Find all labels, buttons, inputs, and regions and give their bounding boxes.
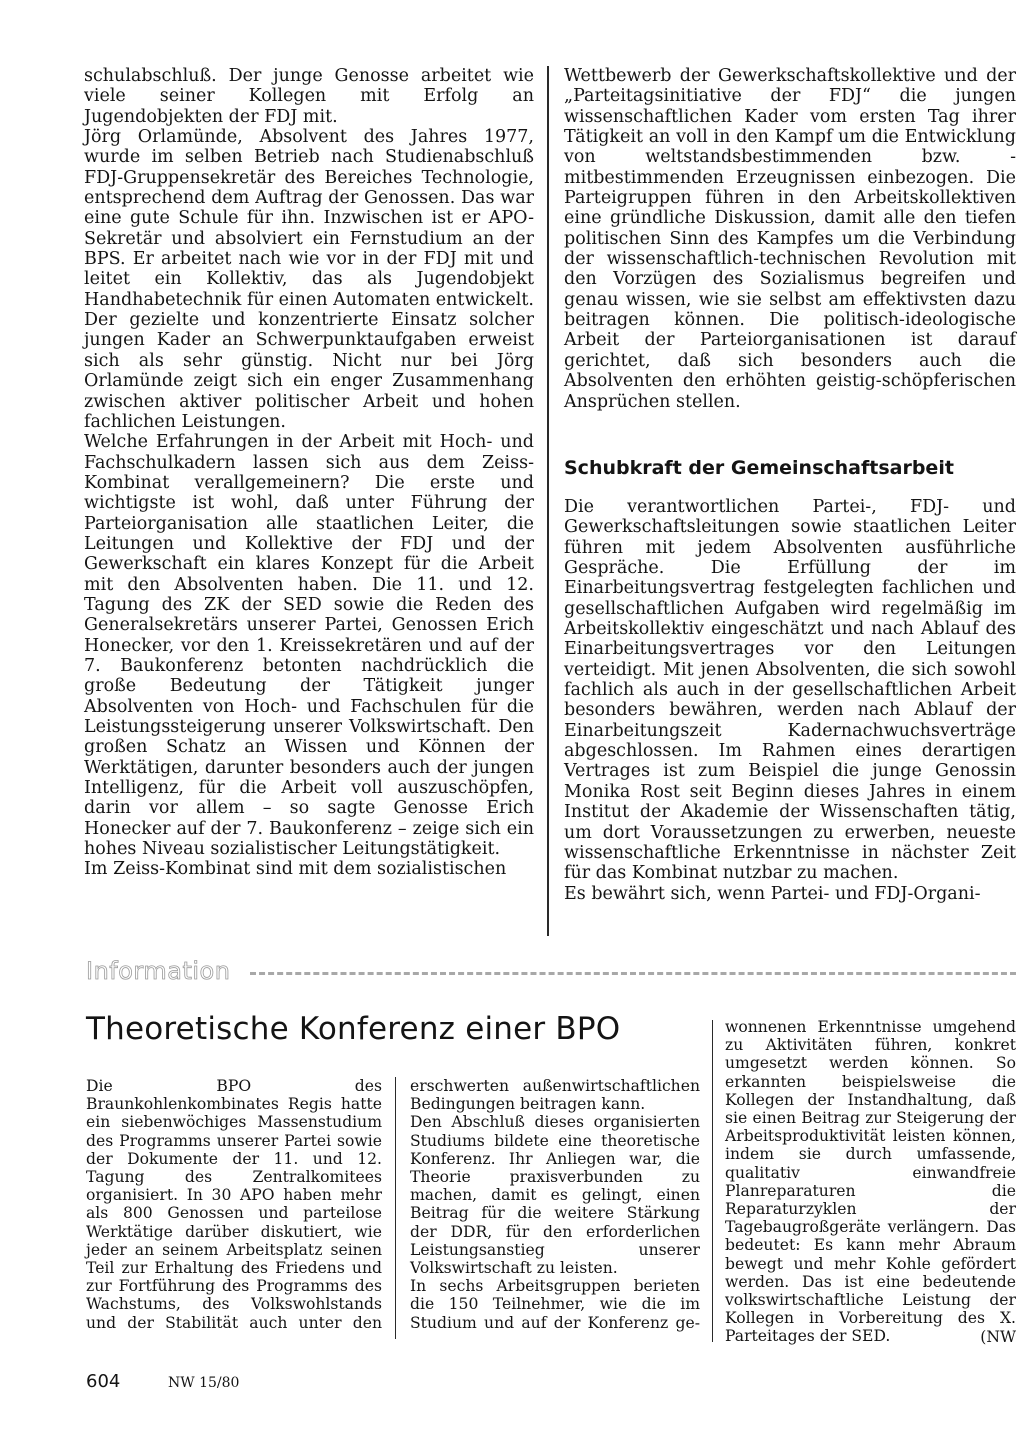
paragraph: schulabschluß. Der junge Genosse arbeitet wie viele seiner Kollegen mit Erfolg an Jugendobjekten der FDJ mit. [84, 66, 534, 127]
info-column-1 [86, 1077, 382, 1332]
column-divider [712, 1020, 713, 1342]
info-column-3 [725, 1018, 1016, 1346]
article-column-right-continued [564, 497, 1016, 904]
paragraph: Den Abschluß dieses organisierten Studiums bildete eine theoretische Konferenz. Ihr Anliegen war, die Theorie praxisverbunden zu machen, damit es gelingt, einen Beitrag für die weitere Stärkung der DDR, für den erforderlichen Leistungsanstieg unserer Volkswirtschaft zu leisten. [410, 1113, 700, 1278]
paragraph: Die BPO des Braunkohlenkombinates Regis hatte ein siebenwöchiges Massenstudium des Programms unserer Partei sowie der Dokumente der 11. und 12. Tagung des Zentralkomitees organisiert. In 30 APO haben mehr als 800 Genossen und parteilose Werktätige darüber diskutiert, wie jeder an seinem Arbeitsplatz seinen Teil zur Erhaltung des Friedens und zur Fortführung des Programms des Wachstums, des Volkswohlstands und der Stabilität auch unter den [86, 1077, 382, 1332]
info-column-2 [410, 1077, 700, 1332]
paragraph: Welche Erfahrungen in der Arbeit mit Hoch- und Fachschulkadern lassen sich aus dem Zeiss-Kombinat verallgemeinern? Die erste und wichtigste ist wohl, daß unter Führung der Parteiorganisation alle staatlichen Leiter, die Leitungen und Kollektive der FDJ und der Gewerkschaft ein klares Konzept für die Arbeit mit den Absolventen haben. Die 11. und 12. Tagung des ZK der SED sowie die Reden des Generalsekretärs unserer Partei, Genossen Erich Honecker, vor den 1. Kreissekretären und auf der 7. Baukonferenz betonten nachdrücklich die große Bedeutung der Tätigkeit junger Absolventen von Hoch- und Fachschulen für die Leistungssteigerung unserer Volkswirtschaft. Den großen Schatz an Wissen und Können der Werktätigen, darunter besonders auch der jungen Intelligenz, für die Arbeit voll auszuschöpfen, darin vor allem – so sagte Genosse Erich Honecker auf der 7. Baukonferenz – zeige sich ein hohes Niveau sozialistischer Leitungstätigkeit. [84, 432, 534, 860]
column-divider [395, 1077, 396, 1339]
paragraph: erschwerten außenwirtschaftlichen Bedingungen beitragen kann. [410, 1077, 700, 1114]
paragraph: Jörg Orlamünde, Absolvent des Jahres 1977, wurde im selben Betrieb nach Studienabschluß FDJ-Gruppensekretär des Bereiches Technologie, entsprechend dem Auftrag der Genossen. Das war eine gute Schule für ihn. Inzwischen ist er APO-Sekretär und absolviert ein Fernstudium an der BPS. Er arbeitet nach wie vor in der FDJ mit und leitet ein Kollektiv, das als Jugendobjekt Handhabetechnik für einen Automaten entwickelt. Der gezielte und konzentrierte Einsatz solcher jungen Kader an Schwerpunktaufgaben erweist sich als sehr günstig. Nicht nur bei Jörg Orlamünde zeigt sich ein enger Zusammenhang zwischen aktiver politischer Arbeit und hohen fachlichen Leistungen. [84, 127, 534, 432]
paragraph: Wettbewerb der Gewerkschaftskollektive und der „Parteitagsinitiative der FDJ“ die jungen wissenschaftlichen Kader vom ersten Tag ihrer Tätigkeit an voll in den Kampf um die Entwicklung von weltstandsbestimmenden bzw. -mitbestimmenden Erzeugnissen einbezogen. Die Parteigruppen führen in den Arbeitskollektiven eine gründliche Diskussion, damit alle den tiefen politischen Sinn des Kampfes um die Verbindung der wissenschaftlich-technischen Revolution mit den Vorzügen des Sozialismus begreifen und genau wissen, wie sie selbst am effektivsten dazu beitragen können. Die politisch-ideologische Arbeit der Parteiorganisationen ist darauf gerichtet, daß sich besonders auch die Absolventen den erhöhten geistig-schöpferischen Ansprüchen stellen. [564, 66, 1016, 412]
paragraph: Die verantwortlichen Partei-, FDJ- und Gewerkschaftsleitungen sowie staatlichen Leiter führen mit jedem Absolventen ausführliche Gespräche. Die Erfüllung der im Einarbeitungsvertrag festgelegten fachlichen und gesellschaftlichen Aufgaben wird regelmäßig im Arbeitskollektiv eingeschätzt und nach Ablauf des Einarbeitungsvertrages vor den Leitungen verteidigt. Mit jenen Absolventen, die sich sowohl fachlich als auch in der gesellschaftlichen Arbeit besonders bewähren, werden nach Ablauf der Einarbeitungszeit Kadernachwuchsverträge abgeschlossen. Im Rahmen eines derartigen Vertrages ist zum Beispiel die junge Genossin Monika Rost seit Beginn dieses Jahres in einem Institut der Akademie der Wissenschaften tätig, um dort Voraussetzungen zu erwerben, neueste wissenschaftliche Erkenntnisse in nächster Zeit für das Kombinat nutzbar zu machen. [564, 497, 1016, 884]
article-column-left [84, 66, 534, 880]
article-column-right [564, 66, 1016, 412]
information-label: Information [86, 957, 231, 985]
issue-label: NW 15/80 [168, 1375, 240, 1391]
paragraph: wonnenen Erkenntnisse umgehend zu Aktivitäten führen, konkret umgesetzt werden können. So erkannten beispielsweise die Kollegen der Instandhaltung, daß sie einen Beitrag zur Steigerung der Arbeitsproduktivität leisten können, indem sie durch umfassende, qualitativ einwandfreie Planreparaturen die Reparaturzyklen der Tagebaugroßgeräte verlängern. Das bedeutet: Es kann mehr Abraum bewegt und mehr Kohle gefördert werden. Das ist eine bedeutende volkswirtschaftliche Leistung der Kollegen in Vorbereitung des X. Parteitages der SED. [725, 1018, 1016, 1346]
column-divider [547, 66, 549, 936]
credit: (NW [980, 1327, 1016, 1346]
paragraph: Es bewährt sich, wenn Partei- und FDJ-Organi- [564, 883, 981, 904]
info-headline: Theoretische Konferenz einer BPO [86, 1011, 621, 1047]
page-number: 604 [86, 1371, 121, 1392]
paragraph: In sechs Arbeitsgruppen berieten die 150 Teilnehmer, wie die im Studium und auf der Konferenz ge- [410, 1277, 700, 1332]
section-subheading: Schubkraft der Gemeinschaftsarbeit [564, 457, 954, 479]
dashed-divider [250, 972, 1016, 975]
paragraph: Im Zeiss-Kombinat sind mit dem sozialistischen [84, 859, 507, 880]
